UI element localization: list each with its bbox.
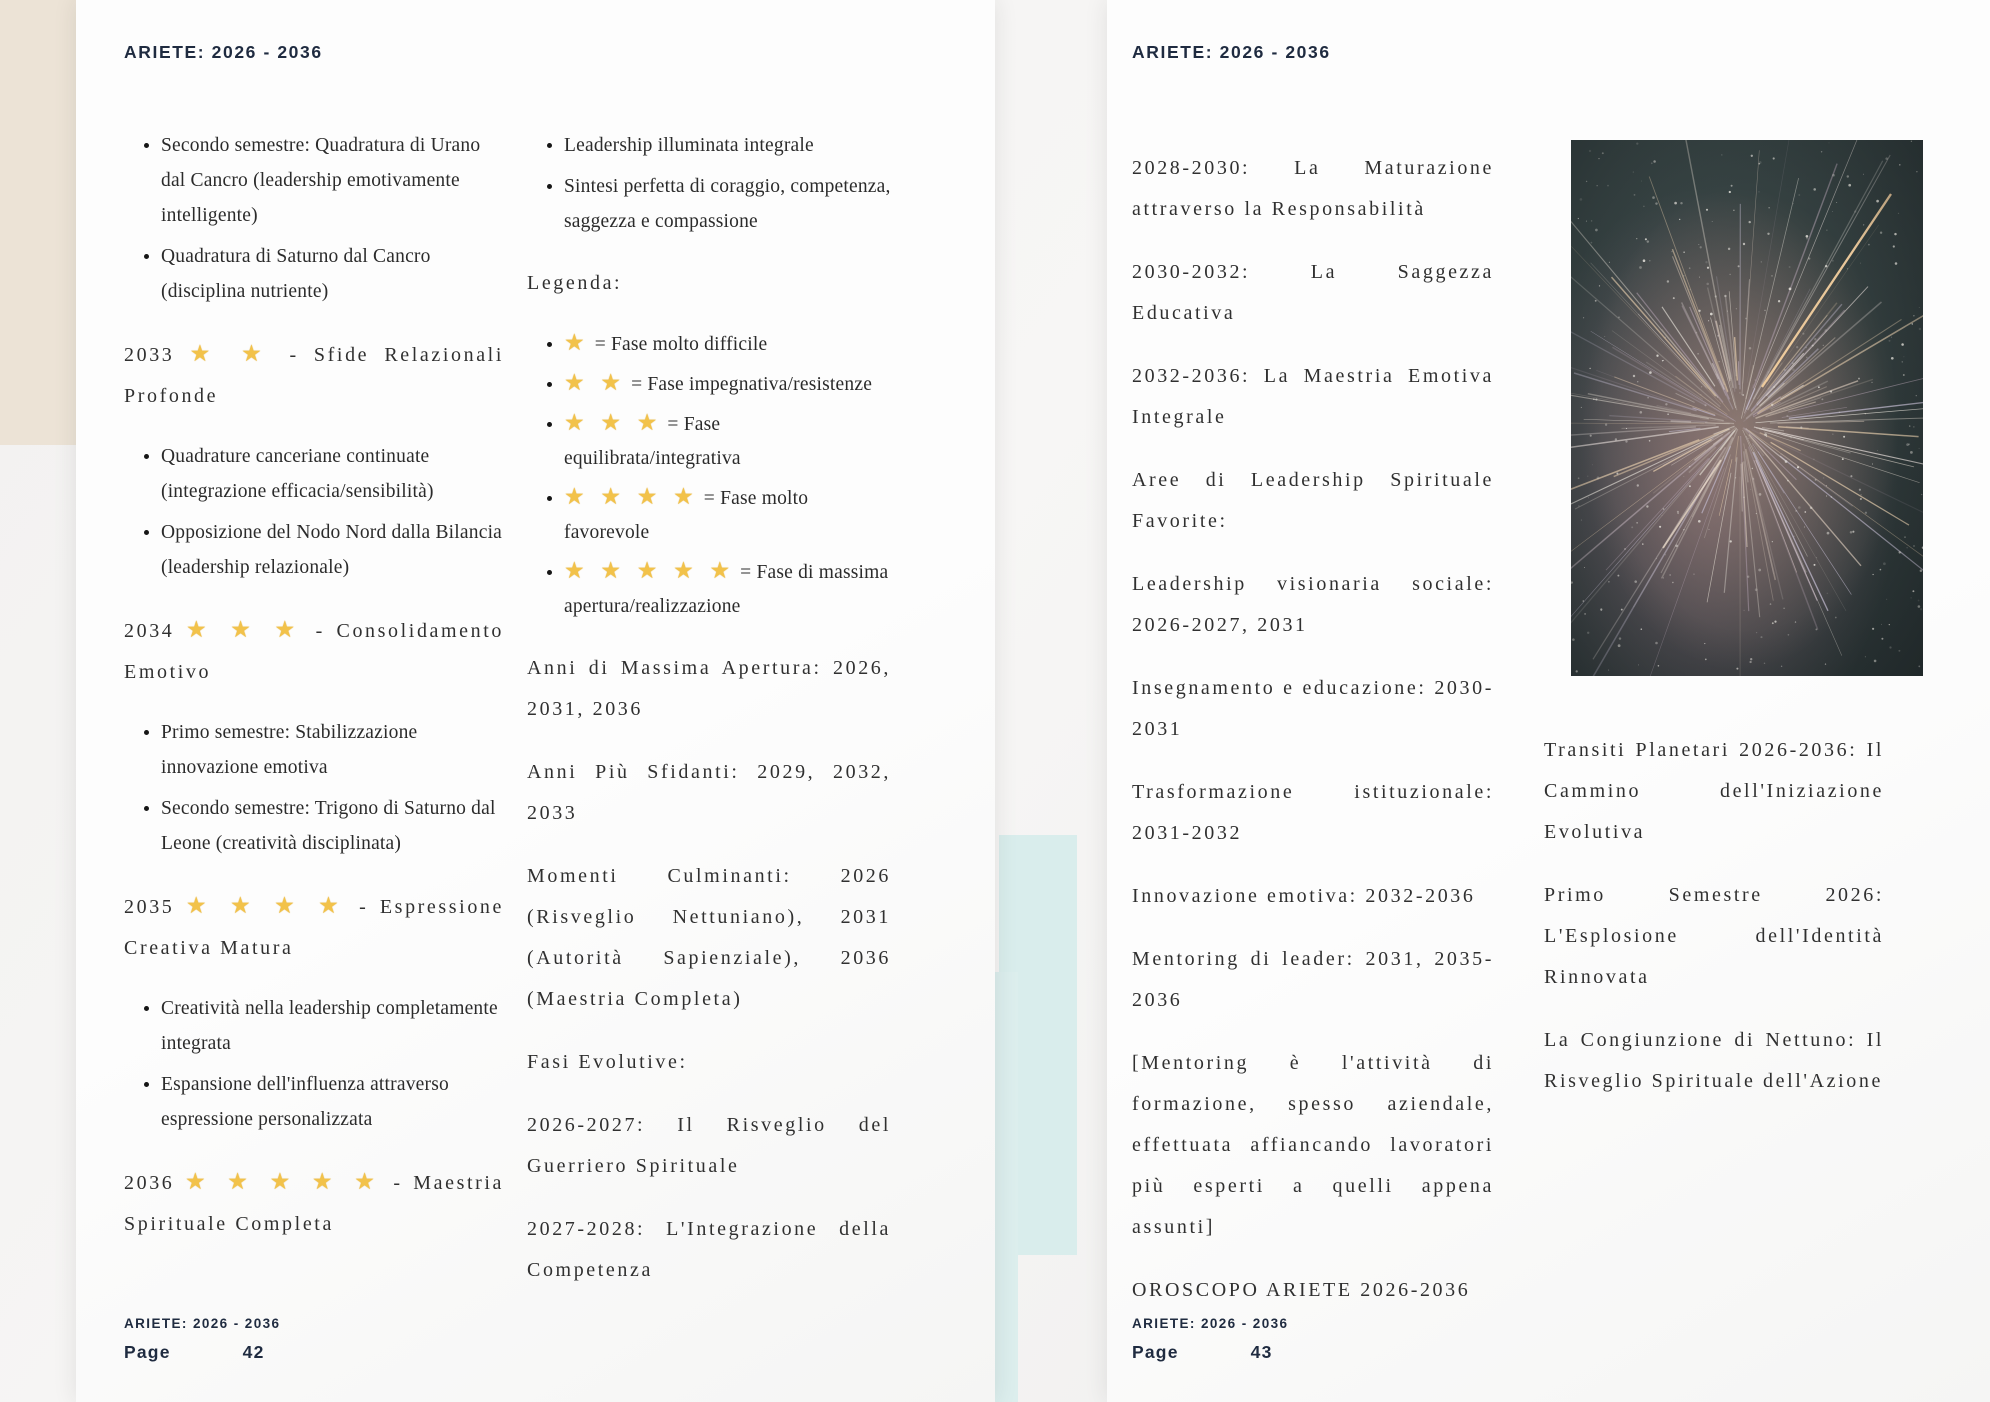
year-rating-heading: 2033 ★ ★ - Sfide Relazionali Profonde bbox=[124, 341, 504, 407]
right-page-column-1 bbox=[1132, 148, 1494, 1333]
paragraph: La Congiunzione di Nettuno: Il Risveglio Spirituale dell'Azione bbox=[1544, 1029, 1884, 1092]
year-rating-heading: 2034 ★ ★ ★ - Consolidamento Emotivo bbox=[124, 617, 505, 683]
year-rating-heading: 2035 ★ ★ ★ ★ - Espressione Creativa Matura bbox=[124, 893, 505, 959]
paragraph: 2030-2032: La Saggezza Educativa bbox=[1132, 261, 1494, 324]
star-rating-icons: ★ ★ bbox=[564, 370, 626, 395]
paragraph: 2027-2028: L'Integrazione della Competenza bbox=[527, 1218, 891, 1281]
paragraph: OROSCOPO ARIETE 2026-2036 bbox=[1132, 1279, 1471, 1301]
paragraph: Fasi Evolutive: bbox=[527, 1051, 688, 1073]
star-rating-icons: ★ ★ ★ bbox=[185, 617, 305, 642]
page-header: ARIETE: 2026 - 2036 bbox=[1132, 42, 1331, 62]
paragraph: 2026-2027: Il Risveglio del Guerriero Spirituale bbox=[527, 1114, 891, 1177]
bullet-item: • Opposizione del Nodo Nord dalla Bilancia (leadership relazionale) bbox=[161, 515, 504, 585]
paragraph: Aree di Leadership Spirituale Favorite: bbox=[1132, 469, 1494, 532]
legend-item: • ★ ★ = Fase impegnativa/resistenze bbox=[564, 366, 891, 402]
page-footer bbox=[1132, 1316, 1288, 1363]
paragraph: Primo Semestre 2026: L'Esplosione dell'Identità Rinnovata bbox=[1544, 884, 1884, 988]
left-page-column-2 bbox=[527, 128, 891, 1313]
legend-item: • ★ = Fase molto difficile bbox=[564, 326, 891, 362]
footer-title: ARIETE: 2026 - 2036 bbox=[124, 1316, 281, 1331]
right-page bbox=[1107, 0, 1990, 1402]
bullet-item: • Creatività nella leadership completamente integrata bbox=[161, 991, 504, 1061]
bullet-item: • Sintesi perfetta di coraggio, competenza, saggezza e compassione bbox=[564, 169, 891, 239]
bullet-list bbox=[124, 439, 504, 585]
footer-page-number: 43 bbox=[1250, 1342, 1273, 1362]
legend-item: • ★ ★ ★ ★ ★ = Fase di massima apertura/realizzazione bbox=[564, 554, 891, 624]
paragraph: Anni di Massima Apertura: 2026, 2031, 2036 bbox=[527, 657, 891, 720]
left-page bbox=[76, 0, 995, 1402]
bullet-item: • Secondo semestre: Quadratura di Urano dal Cancro (leadership emotivamente intelligente) bbox=[161, 128, 504, 233]
star-zoom-burst-photo bbox=[1571, 140, 1923, 676]
footer-title: ARIETE: 2026 - 2036 bbox=[1132, 1316, 1289, 1331]
year-rating-heading: 2036 ★ ★ ★ ★ ★ - Maestria Spirituale Completa bbox=[124, 1169, 505, 1235]
paragraph: Leadership visionaria sociale: 2026-2027, 2031 bbox=[1132, 573, 1494, 636]
legend-item: • ★ ★ ★ ★ = Fase molto favorevole bbox=[564, 480, 891, 550]
left-page-column-1 bbox=[124, 128, 504, 1267]
paragraph: Transiti Planetari 2026-2036: Il Cammino dell'Iniziazione Evolutiva bbox=[1544, 739, 1884, 843]
legend-item: • ★ ★ ★ = Fase equilibrata/integrativa bbox=[564, 406, 891, 476]
bullet-item: • Secondo semestre: Trigono di Saturno dal Leone (creatività disciplinata) bbox=[161, 791, 504, 861]
paragraph: 2028-2030: La Maturazione attraverso la Responsabilità bbox=[1132, 157, 1494, 220]
bullet-item: • Espansione dell'influenza attraverso espressione personalizzata bbox=[161, 1067, 504, 1137]
footer-page-label: Page bbox=[1132, 1342, 1179, 1362]
star-rating-icons: ★ ★ bbox=[189, 341, 275, 366]
bullet-item: • Primo semestre: Stabilizzazione innovazione emotiva bbox=[161, 715, 504, 785]
paragraph: Legenda: bbox=[527, 272, 623, 294]
footer-page-number: 42 bbox=[242, 1342, 265, 1362]
right-page-column-2 bbox=[1544, 730, 1884, 1124]
star-rating-icons: ★ ★ ★ ★ bbox=[185, 893, 348, 918]
star-legend-list bbox=[527, 326, 891, 624]
bullet-item: • Leadership illuminata integrale bbox=[564, 128, 891, 163]
footer-page-line bbox=[1132, 1342, 1288, 1363]
star-rating-icons: ★ ★ ★ ★ ★ bbox=[184, 1169, 383, 1194]
starburst-image bbox=[1571, 140, 1923, 676]
page-footer bbox=[124, 1316, 280, 1363]
bullet-item: • Quadratura di Saturno dal Cancro (disciplina nutriente) bbox=[161, 239, 504, 309]
bullet-list bbox=[124, 991, 504, 1137]
paragraph: Insegnamento e educazione: 2030-2031 bbox=[1132, 677, 1494, 740]
bullet-item: • Quadrature canceriane continuate (integrazione efficacia/sensibilità) bbox=[161, 439, 504, 509]
page-header: ARIETE: 2026 - 2036 bbox=[124, 42, 323, 62]
star-rating-icons: ★ ★ ★ bbox=[564, 410, 663, 435]
star-rating-icons: ★ bbox=[564, 330, 590, 355]
beige-accent-bar bbox=[0, 0, 76, 445]
footer-page-line bbox=[124, 1342, 280, 1363]
paragraph: [Mentoring è l'attività di formazione, spesso aziendale, effettuata affiancando lavoratori più esperti a quelli appena assunti] bbox=[1132, 1052, 1494, 1238]
star-rating-icons: ★ ★ ★ ★ bbox=[564, 484, 699, 509]
star-rating-icons: ★ ★ ★ ★ ★ bbox=[564, 558, 736, 583]
paragraph: 2032-2036: La Maestria Emotiva Integrale bbox=[1132, 365, 1494, 428]
paragraph: Mentoring di leader: 2031, 2035-2036 bbox=[1132, 948, 1494, 1011]
paragraph: Momenti Culminanti: 2026 (Risveglio Nettuniano), 2031 (Autorità Sapienziale), 2036 (Maestria Completa) bbox=[527, 865, 891, 1010]
paragraph: Innovazione emotiva: 2032-2036 bbox=[1132, 885, 1476, 907]
footer-page-label: Page bbox=[124, 1342, 171, 1362]
bullet-list bbox=[124, 128, 504, 309]
bullet-list bbox=[527, 128, 891, 239]
bullet-list bbox=[124, 715, 504, 861]
paragraph: Anni Più Sfidanti: 2029, 2032, 2033 bbox=[527, 761, 891, 824]
paragraph: Trasformazione istituzionale: 2031-2032 bbox=[1132, 781, 1494, 844]
